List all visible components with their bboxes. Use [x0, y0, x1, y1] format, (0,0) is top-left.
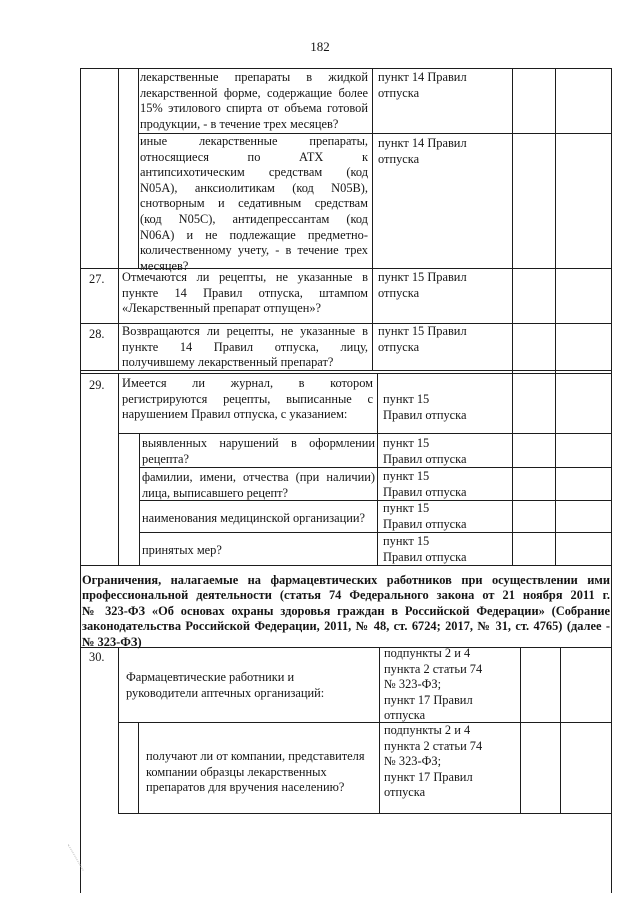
- row-number: 27.: [89, 272, 105, 286]
- row-number: 28.: [89, 327, 105, 341]
- row-text: наименования медицинской организации?: [142, 511, 366, 525]
- legal-reference: пункт 14 Правил отпуска: [378, 70, 467, 100]
- row-text: Отмечаются ли рецепты, не указанные в пункте 14 Правил отпуска, штампом «Лекарственный препарат отпущен»?: [122, 270, 368, 316]
- legal-reference: пункт 14 Правил отпуска: [378, 136, 467, 166]
- legal-reference: пункт 15 Правил отпуска: [383, 469, 467, 499]
- row-text: принятых мер?: [142, 543, 222, 557]
- page-number: 182: [310, 39, 330, 54]
- row-number: 30.: [89, 650, 105, 664]
- section-heading: Ограничения, налагаемые на фармацевтических работников при осуществлении ими профессиональной деятельности (статья 74 Федерального закона от 21 ноября 2011 г. № 323-ФЗ «Об основах охраны здоровья граждан в Российской Федерации» (Собрание законодательства Российской Федерации, 2011, № 48, ст. 6724; 2017, № 31, ст. 4765) (далее - № 323-ФЗ): [82, 573, 610, 649]
- row-text: выявленных нарушений в оформлении рецепта?: [142, 436, 375, 466]
- legal-reference: пункт 15 Правил отпуска: [383, 501, 467, 531]
- legal-reference: пункт 15 Правил отпуска: [383, 436, 467, 466]
- row-text: Возвращаются ли рецепты, не указанные в пункте 14 Правил отпуска, лицу, получившему лекарственный препарат?: [122, 324, 368, 370]
- row-text: иные лекарственные препараты, относящиеся по АТХ к антипсихотическим средствам (код N05A), анксиолитикам (код N05B), снотворным и седативным средствам (код N05C), антидепрессантам (код N06A) и не подлежащие предметно- количественному учету, - в течение трех месяцев?: [140, 134, 368, 273]
- row-text: Имеется ли журнал, в котором регистрируются рецепты, выписанные с нарушением Правил отпуска, с указанием:: [122, 376, 373, 422]
- legal-reference: пункт 15 Правил отпуска: [383, 534, 467, 564]
- scan-artifact: [68, 835, 99, 870]
- legal-reference: пункт 15 Правил отпуска: [383, 392, 467, 422]
- legal-reference: пункт 15 Правил отпуска: [378, 270, 467, 300]
- legal-reference: пункт 15 Правил отпуска: [378, 324, 467, 354]
- row-text: лекарственные препараты в жидкой лекарственной форме, содержащие более 15% этилового спирта от объема готовой продукции, - в течение трех месяцев?: [140, 70, 368, 131]
- row-text: получают ли от компании, представителя компании образцы лекарственных препаратов для вручения населению?: [146, 749, 365, 795]
- row-number: 29.: [89, 378, 105, 392]
- legal-reference: подпункты 2 и 4 пункта 2 статьи 74 № 323-ФЗ; пункт 17 Правил отпуска: [384, 723, 483, 800]
- row-text: фамилии, имени, отчества (при наличии) лица, выписавшего рецепт?: [142, 470, 375, 500]
- row-text: Фармацевтические работники и руководители аптечных организаций:: [126, 670, 325, 700]
- legal-reference: подпункты 2 и 4 пункта 2 статьи 74 № 323-ФЗ; пункт 17 Правил отпуска: [384, 646, 483, 723]
